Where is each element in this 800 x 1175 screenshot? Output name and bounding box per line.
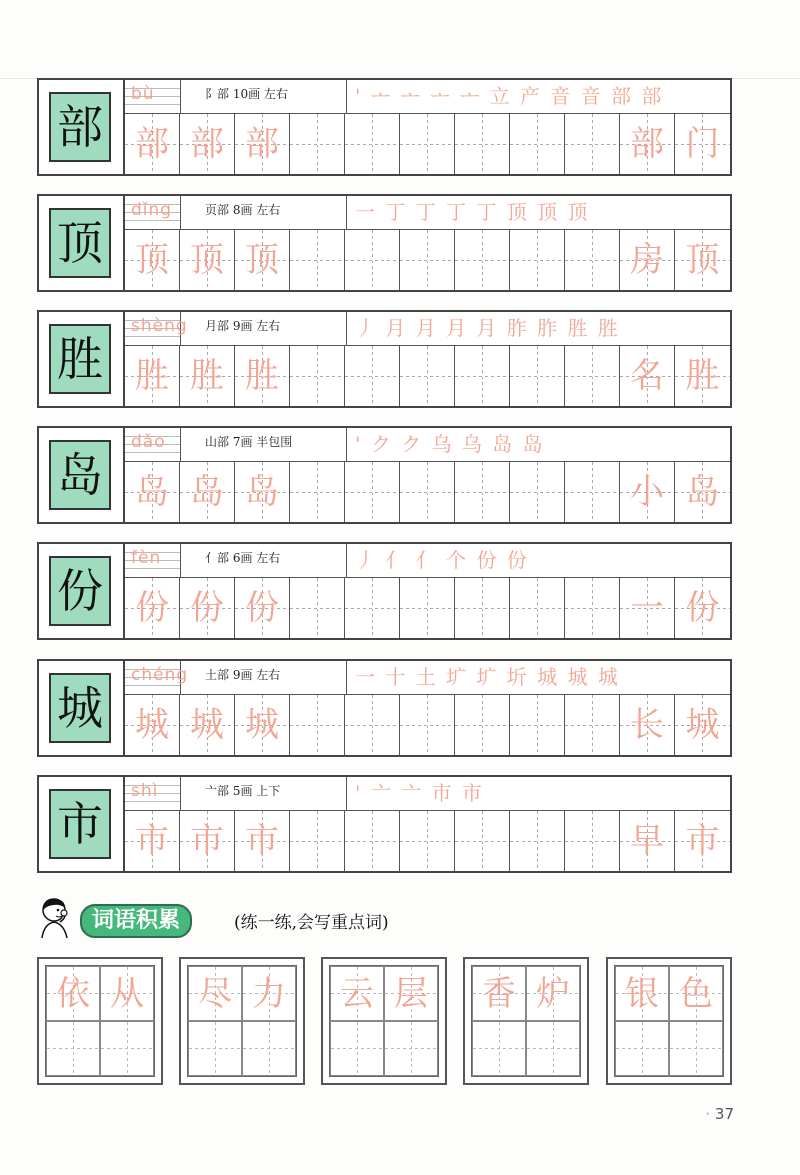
writing-cell[interactable]: [510, 346, 565, 406]
writing-cell[interactable]: [620, 462, 675, 522]
writing-cell[interactable]: [400, 578, 455, 638]
trace-char: 岛: [245, 472, 279, 512]
writing-cell[interactable]: [290, 462, 345, 522]
writing-cell[interactable]: [675, 114, 730, 174]
trace-char: 胜: [190, 356, 224, 396]
writing-cell[interactable]: [675, 462, 730, 522]
pinyin-box: [125, 544, 181, 577]
trace-char: 部: [190, 124, 224, 164]
writing-cell[interactable]: [620, 114, 675, 174]
main-char-tile: [49, 324, 111, 394]
tian-grid: [329, 965, 439, 1077]
vocab-word-box: [606, 957, 732, 1085]
main-char-box: [39, 661, 125, 755]
trace-char: 份: [135, 588, 169, 628]
writing-cell[interactable]: [565, 578, 620, 638]
writing-cell[interactable]: [235, 578, 290, 638]
main-char: 市: [57, 797, 103, 851]
writing-cell[interactable]: [510, 230, 565, 290]
pinyin-box: [125, 428, 181, 461]
char-row: [37, 659, 732, 757]
writing-cell[interactable]: [510, 578, 565, 638]
writing-cell[interactable]: [125, 695, 180, 755]
writing-cell[interactable]: [345, 811, 400, 871]
grid-cell[interactable]: [384, 1021, 438, 1076]
vocab-word-box: [463, 957, 589, 1085]
grid-cell[interactable]: [242, 1021, 296, 1076]
char-row: [37, 194, 732, 292]
main-char: 胜: [57, 332, 103, 386]
grid-cell[interactable]: [669, 1021, 723, 1076]
writing-cell[interactable]: [125, 811, 180, 871]
page-number: · 37: [705, 1105, 734, 1123]
trace-char: 顶: [135, 240, 169, 280]
writing-cell[interactable]: [235, 811, 290, 871]
pinyin-box: [125, 196, 181, 229]
grid-cell[interactable]: [100, 1021, 154, 1076]
pinyin: shì: [131, 781, 159, 801]
writing-cell[interactable]: [620, 695, 675, 755]
grid-cell[interactable]: [330, 1021, 384, 1076]
writing-cell[interactable]: [400, 811, 455, 871]
grid-cell[interactable]: [46, 1021, 100, 1076]
stroke-order: 丿 亻 亻 个 份 份: [355, 548, 529, 572]
vocab-header: [34, 896, 414, 938]
main-char-box: [39, 777, 125, 871]
writing-grid: [125, 230, 730, 290]
grid-cell[interactable]: [526, 966, 580, 1021]
vocab-char: 从: [110, 974, 144, 1014]
trace-char: 市: [685, 821, 720, 861]
main-char-box: [39, 544, 125, 638]
tian-grid: [471, 965, 581, 1077]
grid-cell[interactable]: [615, 1021, 669, 1076]
trace-char: 城: [245, 705, 279, 745]
writing-cell[interactable]: [345, 230, 400, 290]
grid-cell[interactable]: [472, 1021, 526, 1076]
trace-char: 名: [630, 356, 664, 396]
main-char-tile: [49, 92, 111, 162]
trace-char: 市: [190, 821, 224, 861]
writing-cell[interactable]: [400, 230, 455, 290]
grid-cell[interactable]: [384, 966, 438, 1021]
writing-cell[interactable]: [675, 230, 730, 290]
writing-cell[interactable]: [180, 462, 235, 522]
main-char-tile: [49, 208, 111, 278]
grid-cell[interactable]: [46, 966, 100, 1021]
trace-char: 份: [685, 588, 720, 628]
writing-cell[interactable]: [565, 811, 620, 871]
vocab-word-box: [179, 957, 305, 1085]
pinyin: fèn: [131, 548, 162, 568]
main-char-tile: [49, 440, 111, 510]
radical-info: 月部 9画 左右: [181, 312, 347, 345]
writing-cell[interactable]: [290, 578, 345, 638]
writing-cell[interactable]: [620, 578, 675, 638]
writing-cell[interactable]: [125, 578, 180, 638]
trace-char: 门: [685, 124, 720, 164]
writing-cell[interactable]: [345, 695, 400, 755]
writing-cell[interactable]: [345, 114, 400, 174]
writing-cell[interactable]: [455, 230, 510, 290]
info-row: [125, 80, 730, 114]
grid-cell[interactable]: [188, 966, 242, 1021]
writing-cell[interactable]: [235, 695, 290, 755]
writing-cell[interactable]: [345, 346, 400, 406]
writing-cell[interactable]: [235, 462, 290, 522]
trace-char: 一: [630, 588, 664, 628]
trace-char: 岛: [190, 472, 224, 512]
main-char-box: [39, 428, 125, 522]
writing-grid: [125, 695, 730, 755]
writing-cell[interactable]: [400, 462, 455, 522]
writing-cell[interactable]: [400, 114, 455, 174]
radical-info: 山部 7画 半包围: [181, 428, 347, 461]
writing-cell[interactable]: [675, 346, 730, 406]
writing-cell[interactable]: [455, 695, 510, 755]
writing-cell[interactable]: [510, 811, 565, 871]
trace-char: 部: [135, 124, 169, 164]
grid-cell[interactable]: [615, 966, 669, 1021]
vocab-char: 银: [625, 974, 659, 1014]
writing-cell[interactable]: [400, 695, 455, 755]
char-row: [37, 775, 732, 873]
trace-char: 顶: [685, 240, 720, 280]
stroke-order: 丿 月 月 月 月 胙 胙 胜 胜: [355, 316, 620, 340]
trace-char: 部: [630, 124, 664, 164]
main-char-box: [39, 312, 125, 406]
writing-cell[interactable]: [565, 462, 620, 522]
main-char: 顶: [57, 216, 103, 270]
vocab-char: 炉: [536, 974, 570, 1014]
tian-grid: [187, 965, 297, 1077]
grid-cell[interactable]: [526, 1021, 580, 1076]
tian-grid: [45, 965, 155, 1077]
writing-cell[interactable]: [180, 114, 235, 174]
writing-cell[interactable]: [455, 811, 510, 871]
trace-char: 胜: [245, 356, 279, 396]
writing-cell[interactable]: [235, 346, 290, 406]
writing-cell[interactable]: [235, 230, 290, 290]
grid-cell[interactable]: [188, 1021, 242, 1076]
trace-char: 市: [245, 821, 279, 861]
writing-cell[interactable]: [125, 114, 180, 174]
pinyin-box: [125, 80, 181, 113]
trace-char: 房: [630, 240, 664, 280]
vocab-title: 词语积累: [80, 904, 192, 938]
writing-cell[interactable]: [565, 230, 620, 290]
pinyin-box: [125, 777, 181, 810]
trace-char: 城: [685, 705, 720, 745]
writing-cell[interactable]: [565, 346, 620, 406]
vocab-char: 依: [56, 974, 90, 1014]
writing-cell[interactable]: [675, 578, 730, 638]
radical-info: 亻部 6画 左右: [181, 544, 347, 577]
writing-cell[interactable]: [125, 230, 180, 290]
trace-char: 份: [190, 588, 224, 628]
writing-cell[interactable]: [290, 811, 345, 871]
trace-char: 顶: [190, 240, 224, 280]
main-char: 部: [57, 100, 103, 154]
stroke-order: ' 亠 亠 市 市: [355, 781, 484, 805]
trace-char: 顶: [245, 240, 279, 280]
writing-cell[interactable]: [290, 346, 345, 406]
grid-cell[interactable]: [242, 966, 296, 1021]
writing-grid: [125, 114, 730, 174]
writing-cell[interactable]: [455, 346, 510, 406]
info-row: [125, 428, 730, 462]
main-char-box: [39, 196, 125, 290]
char-row: [37, 426, 732, 524]
main-char: 岛: [57, 448, 103, 502]
radical-info: 阝部 10画 左右: [181, 80, 347, 113]
writing-cell[interactable]: [455, 114, 510, 174]
trace-char: 城: [190, 705, 224, 745]
writing-cell[interactable]: [180, 578, 235, 638]
vocab-subtitle: (练一练,会写重点词): [234, 913, 389, 933]
writing-cell[interactable]: [565, 114, 620, 174]
writing-cell[interactable]: [290, 695, 345, 755]
trace-char: 岛: [685, 472, 720, 512]
trace-char: 胜: [135, 356, 169, 396]
main-char-tile: [49, 789, 111, 859]
radical-info: 亠部 5画 上下: [181, 777, 347, 810]
trace-char: 份: [245, 588, 279, 628]
radical-info: 土部 9画 左右: [181, 661, 347, 694]
vocab-char: 云: [340, 974, 374, 1014]
writing-grid: [125, 578, 730, 638]
grid-cell[interactable]: [330, 966, 384, 1021]
vocab-char: 尽: [198, 974, 232, 1014]
writing-cell[interactable]: [620, 346, 675, 406]
vocab-char: 色: [679, 974, 713, 1014]
writing-cell[interactable]: [510, 695, 565, 755]
trace-char: 长: [630, 705, 664, 745]
writing-cell[interactable]: [290, 230, 345, 290]
writing-cell[interactable]: [345, 462, 400, 522]
writing-cell[interactable]: [400, 346, 455, 406]
grid-cell[interactable]: [472, 966, 526, 1021]
main-char-box: [39, 80, 125, 174]
writing-grid: [125, 462, 730, 522]
vocab-word-box: [321, 957, 447, 1085]
trace-char: 胜: [685, 356, 720, 396]
writing-cell[interactable]: [455, 578, 510, 638]
stroke-order: 一 十 土 圹 圹 圻 城 城 城: [355, 665, 620, 689]
writing-grid: [125, 811, 730, 871]
info-row: [125, 196, 730, 230]
trace-char: 早: [630, 821, 664, 861]
char-row: [37, 310, 732, 408]
main-char: 份: [57, 564, 103, 618]
grid-cell[interactable]: [100, 966, 154, 1021]
info-row: [125, 777, 730, 811]
writing-grid: [125, 346, 730, 406]
tian-grid: [614, 965, 724, 1077]
stroke-order: ' ク ク 乌 乌 岛 岛: [355, 432, 545, 456]
header-rule: [0, 0, 800, 79]
writing-cell[interactable]: [620, 230, 675, 290]
main-char-tile: [49, 673, 111, 743]
pinyin-box: [125, 312, 188, 345]
writing-cell[interactable]: [180, 811, 235, 871]
writing-cell[interactable]: [180, 230, 235, 290]
writing-cell[interactable]: [125, 462, 180, 522]
pinyin: chéng: [131, 665, 189, 685]
pinyin: shèng: [131, 316, 188, 336]
writing-cell[interactable]: [290, 114, 345, 174]
trace-char: 城: [135, 705, 169, 745]
pinyin: dǐng: [131, 200, 173, 220]
stroke-order: 一 丁 丁 丁 丁 顶 顶 顶: [355, 200, 590, 224]
vocab-char: 力: [252, 974, 286, 1014]
trace-char: 岛: [135, 472, 169, 512]
writing-cell[interactable]: [565, 695, 620, 755]
info-row: [125, 661, 730, 695]
thinking-boy-icon: [34, 896, 80, 938]
writing-cell[interactable]: [125, 346, 180, 406]
trace-char: 部: [245, 124, 279, 164]
writing-cell[interactable]: [180, 695, 235, 755]
writing-cell[interactable]: [675, 695, 730, 755]
writing-cell[interactable]: [620, 811, 675, 871]
writing-cell[interactable]: [510, 114, 565, 174]
pinyin-box: [125, 661, 189, 694]
trace-char: 市: [135, 821, 169, 861]
main-char: 城: [57, 681, 103, 735]
main-char-tile: [49, 556, 111, 626]
trace-char: 小: [630, 472, 664, 512]
stroke-order: ' ᅩ ᅩ ᅩ ᅩ 立 产 音 音 部 部: [355, 84, 664, 108]
pinyin: bù: [131, 84, 155, 104]
vocab-char: 香: [482, 974, 516, 1014]
char-row: [37, 542, 732, 640]
pinyin: dǎo: [131, 432, 166, 452]
writing-cell[interactable]: [345, 578, 400, 638]
info-row: [125, 312, 730, 346]
vocab-word-box: [37, 957, 163, 1085]
writing-cell[interactable]: [235, 114, 290, 174]
grid-cell[interactable]: [669, 966, 723, 1021]
vocab-char: 层: [394, 974, 428, 1014]
writing-cell[interactable]: [455, 462, 510, 522]
char-row: [37, 78, 732, 176]
info-row: [125, 544, 730, 578]
writing-cell[interactable]: [180, 346, 235, 406]
writing-cell[interactable]: [675, 811, 730, 871]
radical-info: 页部 8画 左右: [181, 196, 347, 229]
writing-cell[interactable]: [510, 462, 565, 522]
